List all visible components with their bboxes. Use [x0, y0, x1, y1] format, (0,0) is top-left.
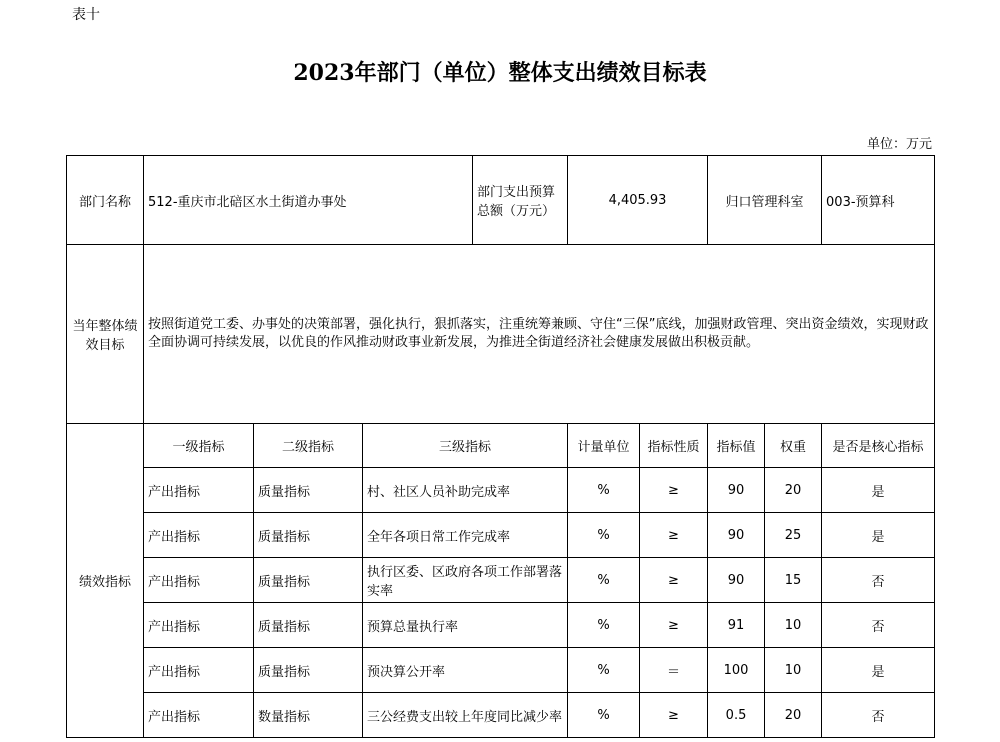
row-nature: ＝ [640, 648, 708, 693]
row-core: 是 [822, 648, 935, 693]
row-level2: 数量指标 [254, 693, 363, 738]
col-header-level2: 二级指标 [254, 424, 363, 468]
table-row [67, 513, 935, 558]
col-header-core: 是否是核心指标 [822, 424, 935, 468]
row-weight: 10 [765, 648, 822, 693]
performance-target-table [66, 155, 935, 738]
row-level1: 产出指标 [144, 558, 254, 603]
row-level1: 产出指标 [144, 513, 254, 558]
row-level3: 三公经费支出较上年度同比减少率 [363, 693, 568, 738]
row-level1: 产出指标 [144, 693, 254, 738]
budget-total-label: 部门支出预算总额（万元） [473, 156, 568, 245]
row-unit: % [568, 468, 640, 513]
row-level2: 质量指标 [254, 603, 363, 648]
row-value: 100 [708, 648, 765, 693]
col-header-weight: 权重 [765, 424, 822, 468]
col-header-nature: 指标性质 [640, 424, 708, 468]
col-header-level3: 三级指标 [363, 424, 568, 468]
dept-name-value: 512-重庆市北碚区水土街道办事处 [144, 156, 473, 245]
row-unit: % [568, 693, 640, 738]
table-row [67, 468, 935, 513]
row-value: 90 [708, 468, 765, 513]
row-value: 90 [708, 513, 765, 558]
row-value: 0.5 [708, 693, 765, 738]
row-unit: % [568, 513, 640, 558]
row-core: 是 [822, 468, 935, 513]
row-core: 是 [822, 513, 935, 558]
row-unit: % [568, 603, 640, 648]
row-core: 否 [822, 558, 935, 603]
row-unit: % [568, 648, 640, 693]
annual-goal-row [67, 245, 935, 424]
page-title: 2023年部门（单位）整体支出绩效目标表 [293, 60, 707, 86]
row-level2: 质量指标 [254, 558, 363, 603]
row-weight: 20 [765, 693, 822, 738]
office-value: 003-预算科 [822, 156, 935, 245]
table-number-label: 表十 [72, 7, 100, 23]
row-level2: 质量指标 [254, 468, 363, 513]
col-header-value: 指标值 [708, 424, 765, 468]
col-header-level1: 一级指标 [144, 424, 254, 468]
row-level3: 全年各项日常工作完成率 [363, 513, 568, 558]
indicators-section-label: 绩效指标 [67, 424, 144, 738]
row-nature: ≥ [640, 558, 708, 603]
row-unit: % [568, 558, 640, 603]
row-weight: 25 [765, 513, 822, 558]
dept-info-row [67, 156, 935, 245]
row-level1: 产出指标 [144, 468, 254, 513]
row-nature: ≥ [640, 603, 708, 648]
table-row [67, 558, 935, 603]
row-weight: 15 [765, 558, 822, 603]
table-row [67, 693, 935, 738]
row-value: 91 [708, 603, 765, 648]
indicator-header-row [67, 424, 935, 468]
table-row [67, 648, 935, 693]
row-weight: 20 [765, 468, 822, 513]
row-level2: 质量指标 [254, 513, 363, 558]
annual-goal-label: 当年整体绩效目标 [67, 245, 144, 424]
row-level3: 预决算公开率 [363, 648, 568, 693]
row-level1: 产出指标 [144, 603, 254, 648]
row-core: 否 [822, 693, 935, 738]
row-level3: 执行区委、区政府各项工作部署落实率 [363, 558, 568, 603]
annual-goal-text: 按照街道党工委、办事处的决策部署，强化执行，狠抓落实，注重统筹兼顾、守住“三保”底线，加强财政管理、突出资金绩效，实现财政全面协调可持续发展，以优良的作风推动财政事业新发展，为推进全街道经济社会健康发展做出积极贡献。 [144, 245, 935, 424]
row-level3: 预算总量执行率 [363, 603, 568, 648]
row-nature: ≥ [640, 693, 708, 738]
table-row [67, 603, 935, 648]
row-core: 否 [822, 603, 935, 648]
row-nature: ≥ [640, 468, 708, 513]
budget-total-value: 4,405.93 [568, 156, 708, 245]
office-label: 归口管理科室 [708, 156, 822, 245]
row-level3: 村、社区人员补助完成率 [363, 468, 568, 513]
row-value: 90 [708, 558, 765, 603]
col-header-unit: 计量单位 [568, 424, 640, 468]
dept-name-label: 部门名称 [67, 156, 144, 245]
row-nature: ≥ [640, 513, 708, 558]
row-level1: 产出指标 [144, 648, 254, 693]
row-weight: 10 [765, 603, 822, 648]
unit-label: 单位：万元 [866, 137, 932, 152]
row-level2: 质量指标 [254, 648, 363, 693]
